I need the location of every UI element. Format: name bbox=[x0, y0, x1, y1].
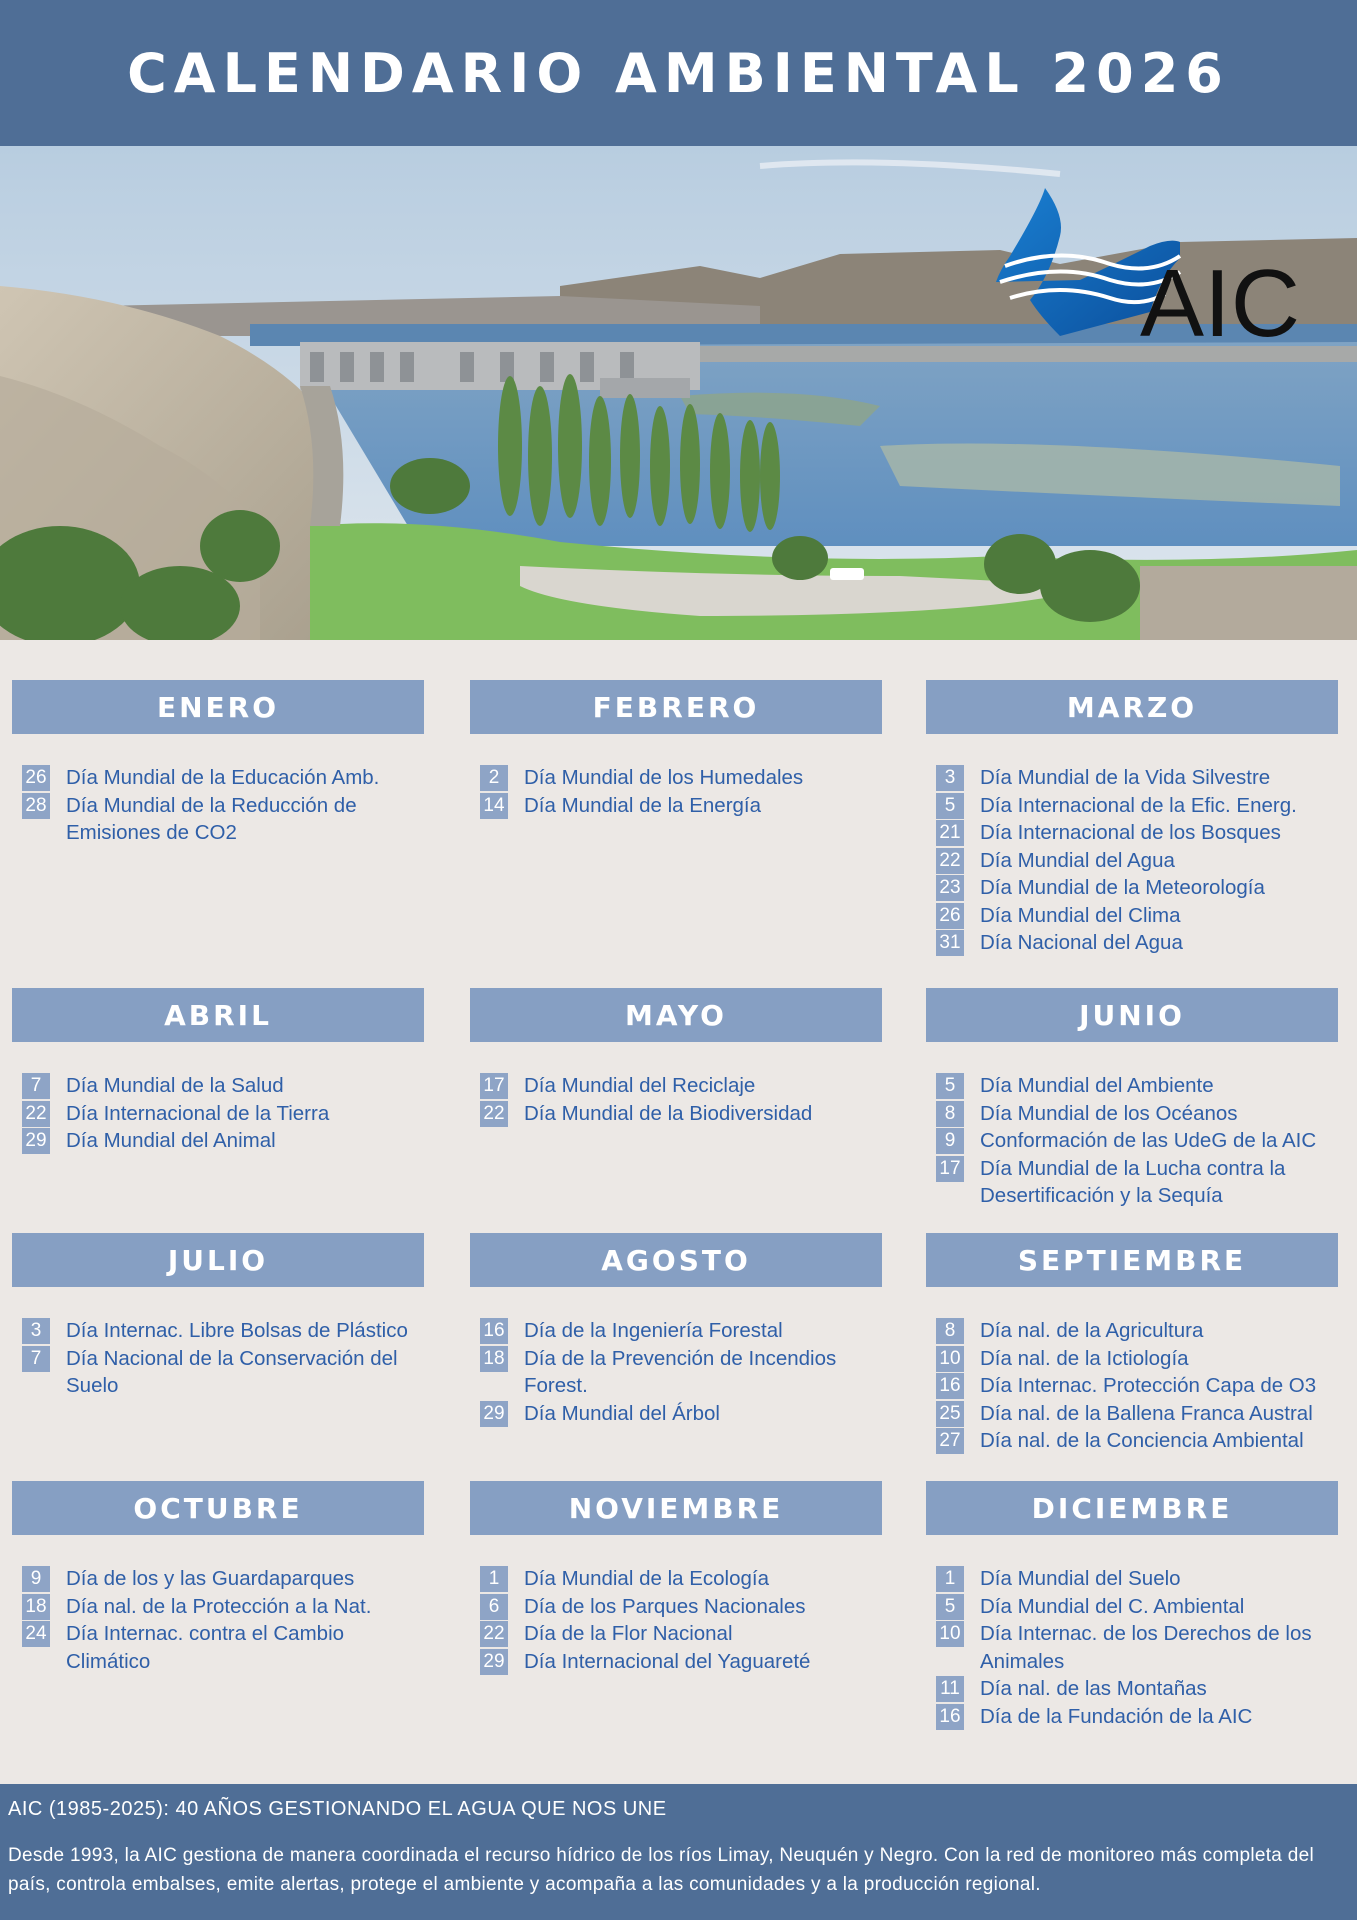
event-item bbox=[936, 847, 1338, 875]
event-label: Día Mundial de la Meteorología bbox=[980, 876, 1265, 899]
event-day-badge: 9 bbox=[22, 1566, 50, 1592]
event-label: Día Mundial de la Ecología bbox=[524, 1567, 770, 1590]
month-header-febrero: FEBRERO bbox=[470, 680, 882, 734]
dam-landscape-photo bbox=[0, 146, 1357, 640]
event-day-badge: 17 bbox=[480, 1073, 508, 1099]
event-list-febrero bbox=[480, 764, 882, 819]
event-label: Día Mundial del Agua bbox=[980, 848, 1175, 872]
event-item bbox=[22, 1072, 424, 1100]
month-header-junio: JUNIO bbox=[926, 988, 1338, 1042]
event-label: Día Mundial de la Energía bbox=[524, 793, 762, 817]
event-label: Día Nacional de la Conservación del Suelo bbox=[66, 1346, 398, 1397]
page-header bbox=[0, 0, 1357, 146]
event-item bbox=[480, 764, 882, 792]
event-list-julio bbox=[22, 1317, 424, 1400]
event-list-junio bbox=[936, 1072, 1338, 1210]
event-day-badge: 26 bbox=[936, 903, 964, 929]
event-day-badge: 14 bbox=[480, 793, 508, 819]
event-item bbox=[936, 1345, 1338, 1373]
event-label: Día Internac. Libre Bolsas de Plástico bbox=[66, 1319, 408, 1342]
event-day-badge: 22 bbox=[936, 848, 964, 874]
event-label: Día nal. de las Montañas bbox=[980, 1677, 1207, 1700]
month-header-noviembre: NOVIEMBRE bbox=[470, 1481, 882, 1535]
event-item bbox=[936, 1565, 1338, 1593]
event-item bbox=[936, 1127, 1338, 1155]
event-label: Día Mundial de la Educación Amb. bbox=[66, 766, 380, 789]
event-day-badge: 31 bbox=[936, 930, 964, 956]
event-day-badge: 5 bbox=[936, 793, 964, 819]
event-item bbox=[936, 764, 1338, 792]
footer bbox=[0, 1784, 1357, 1920]
event-day-badge: 18 bbox=[22, 1594, 50, 1620]
event-item bbox=[480, 1400, 882, 1428]
event-day-badge: 25 bbox=[936, 1401, 964, 1427]
event-label: Día Mundial del Suelo bbox=[980, 1567, 1181, 1590]
event-label: Conformación de las UdeG de la AIC bbox=[980, 1129, 1317, 1152]
event-item bbox=[936, 1317, 1338, 1345]
event-item bbox=[936, 929, 1338, 957]
event-item bbox=[936, 1100, 1338, 1128]
event-label: Día Mundial del Ambiente bbox=[980, 1074, 1214, 1097]
event-list-agosto bbox=[480, 1317, 882, 1427]
event-label: Día de la Flor Nacional bbox=[524, 1622, 733, 1645]
event-label: Día de la Prevención de Incendios Forest. bbox=[524, 1346, 837, 1397]
event-day-badge: 8 bbox=[936, 1318, 964, 1344]
event-item bbox=[480, 792, 882, 820]
event-label: Día Mundial del Clima bbox=[980, 903, 1181, 927]
event-item bbox=[480, 1317, 882, 1345]
month-header-agosto: AGOSTO bbox=[470, 1233, 882, 1287]
event-label: Día Internacional de los Bosques bbox=[980, 821, 1281, 844]
event-list-abril bbox=[22, 1072, 424, 1155]
event-day-badge: 22 bbox=[480, 1101, 508, 1127]
event-day-badge: 3 bbox=[22, 1318, 50, 1344]
event-day-badge: 22 bbox=[22, 1101, 50, 1127]
month-header-septiembre: SEPTIEMBRE bbox=[926, 1233, 1338, 1287]
event-item bbox=[936, 819, 1338, 847]
event-day-badge: 10 bbox=[936, 1621, 964, 1647]
footer-text: Desde 1993, la AIC gestiona de manera coordinada el recurso hídrico de los ríos Limay, Neuquén y Negro. Con la red de monitoreo más completa del país, controla embalses, emite alertas, protege el ambiente y acompaña a las comunidades y a la producción regional. bbox=[8, 1845, 1314, 1895]
footer-title: AIC (1985-2025): 40 AÑOS GESTIONANDO EL AGUA QUE NOS UNE bbox=[8, 1798, 667, 1820]
event-item bbox=[480, 1620, 882, 1648]
event-item bbox=[480, 1648, 882, 1676]
event-day-badge: 18 bbox=[480, 1346, 508, 1372]
event-label: Día de los Parques Nacionales bbox=[524, 1594, 806, 1618]
event-item bbox=[480, 1565, 882, 1593]
event-label: Día Nacional del Agua bbox=[980, 931, 1183, 954]
event-list-octubre bbox=[22, 1565, 424, 1675]
event-day-badge: 29 bbox=[480, 1649, 508, 1675]
event-label: Día Internac. contra el Cambio Climático bbox=[66, 1622, 345, 1673]
event-item bbox=[22, 1593, 424, 1621]
event-item bbox=[22, 792, 424, 847]
event-day-badge: 28 bbox=[22, 793, 50, 819]
event-label: Día Mundial del Árbol bbox=[524, 1401, 720, 1425]
event-day-badge: 7 bbox=[22, 1073, 50, 1099]
event-list-noviembre bbox=[480, 1565, 882, 1675]
event-day-badge: 29 bbox=[22, 1128, 50, 1154]
event-list-septiembre bbox=[936, 1317, 1338, 1455]
event-item bbox=[22, 1345, 424, 1400]
event-label: Día de la Fundación de la AIC bbox=[980, 1704, 1253, 1728]
event-day-badge: 11 bbox=[936, 1676, 964, 1702]
event-list-enero bbox=[22, 764, 424, 847]
month-header-enero: ENERO bbox=[12, 680, 424, 734]
event-day-badge: 22 bbox=[480, 1621, 508, 1647]
event-item bbox=[22, 764, 424, 792]
event-item bbox=[480, 1100, 882, 1128]
event-label: Día Mundial de la Reducción de Emisiones de CO2 bbox=[66, 793, 357, 844]
event-list-mayo bbox=[480, 1072, 882, 1127]
event-label: Día Internac. Protección Capa de O3 bbox=[980, 1374, 1317, 1397]
event-day-badge: 29 bbox=[480, 1401, 508, 1427]
event-label: Día Mundial de la Lucha contra la Desertificación y la Sequía bbox=[980, 1156, 1286, 1207]
event-day-badge: 1 bbox=[936, 1566, 964, 1592]
month-header-abril: ABRIL bbox=[12, 988, 424, 1042]
month-header-diciembre: DICIEMBRE bbox=[926, 1481, 1338, 1535]
event-item bbox=[480, 1072, 882, 1100]
event-day-badge: 16 bbox=[936, 1704, 964, 1730]
event-item bbox=[936, 902, 1338, 930]
event-item bbox=[480, 1345, 882, 1400]
event-item bbox=[936, 1427, 1338, 1455]
event-day-badge: 23 bbox=[936, 875, 964, 901]
event-day-badge: 7 bbox=[22, 1346, 50, 1372]
event-label: Día Internacional del Yaguareté bbox=[524, 1649, 811, 1673]
event-item bbox=[936, 1675, 1338, 1703]
event-label: Día Mundial del Animal bbox=[66, 1129, 276, 1152]
event-label: Día Internac. de los Derechos de los Animales bbox=[980, 1622, 1312, 1673]
event-day-badge: 21 bbox=[936, 820, 964, 846]
event-item bbox=[936, 1593, 1338, 1621]
event-label: Día nal. de la Ballena Franca Austral bbox=[980, 1401, 1313, 1425]
month-header-octubre: OCTUBRE bbox=[12, 1481, 424, 1535]
page-title: CALENDARIO AMBIENTAL 2026 bbox=[127, 41, 1230, 105]
event-day-badge: 24 bbox=[22, 1621, 50, 1647]
event-day-badge: 1 bbox=[480, 1566, 508, 1592]
event-item bbox=[936, 1620, 1338, 1675]
event-label: Día Mundial de los Océanos bbox=[980, 1101, 1238, 1125]
event-label: Día de la Ingeniería Forestal bbox=[524, 1319, 783, 1342]
event-item bbox=[22, 1565, 424, 1593]
event-item bbox=[22, 1620, 424, 1675]
event-item bbox=[480, 1593, 882, 1621]
event-day-badge: 16 bbox=[936, 1373, 964, 1399]
event-day-badge: 3 bbox=[936, 765, 964, 791]
event-item bbox=[936, 1372, 1338, 1400]
event-day-badge: 8 bbox=[936, 1101, 964, 1127]
event-label: Día Internacional de la Efic. Energ. bbox=[980, 793, 1297, 817]
event-label: Día de los y las Guardaparques bbox=[66, 1567, 355, 1590]
event-item bbox=[936, 792, 1338, 820]
event-day-badge: 10 bbox=[936, 1346, 964, 1372]
event-item bbox=[936, 1703, 1338, 1731]
event-day-badge: 5 bbox=[936, 1073, 964, 1099]
event-item bbox=[22, 1127, 424, 1155]
event-label: Día Mundial de los Humedales bbox=[524, 766, 804, 789]
event-label: Día nal. de la Protección a la Nat. bbox=[66, 1594, 372, 1618]
event-day-badge: 26 bbox=[22, 765, 50, 791]
event-list-diciembre bbox=[936, 1565, 1338, 1730]
event-label: Día Mundial del Reciclaje bbox=[524, 1074, 756, 1097]
event-day-badge: 27 bbox=[936, 1428, 964, 1454]
event-label: Día nal. de la Conciencia Ambiental bbox=[980, 1429, 1304, 1452]
event-label: Día Mundial de la Biodiversidad bbox=[524, 1101, 813, 1125]
event-day-badge: 17 bbox=[936, 1156, 964, 1182]
event-label: Día Internacional de la Tierra bbox=[66, 1101, 330, 1125]
event-day-badge: 16 bbox=[480, 1318, 508, 1344]
event-list-marzo bbox=[936, 764, 1338, 957]
event-day-badge: 9 bbox=[936, 1128, 964, 1154]
aic-logo-text: AIC bbox=[1140, 250, 1301, 357]
event-label: Día nal. de la Ictiología bbox=[980, 1346, 1189, 1370]
event-day-badge: 2 bbox=[480, 765, 508, 791]
event-label: Día Mundial de la Salud bbox=[66, 1074, 284, 1097]
event-day-badge: 6 bbox=[480, 1594, 508, 1620]
event-item bbox=[936, 1072, 1338, 1100]
event-item bbox=[936, 1155, 1338, 1210]
event-label: Día Mundial del C. Ambiental bbox=[980, 1594, 1245, 1618]
month-header-marzo: MARZO bbox=[926, 680, 1338, 734]
event-item bbox=[22, 1100, 424, 1128]
event-day-badge: 5 bbox=[936, 1594, 964, 1620]
event-label: Día nal. de la Agricultura bbox=[980, 1319, 1204, 1342]
month-header-mayo: MAYO bbox=[470, 988, 882, 1042]
month-header-julio: JULIO bbox=[12, 1233, 424, 1287]
event-item bbox=[936, 1400, 1338, 1428]
event-label: Día Mundial de la Vida Silvestre bbox=[980, 766, 1271, 789]
event-item bbox=[936, 874, 1338, 902]
event-item bbox=[22, 1317, 424, 1345]
